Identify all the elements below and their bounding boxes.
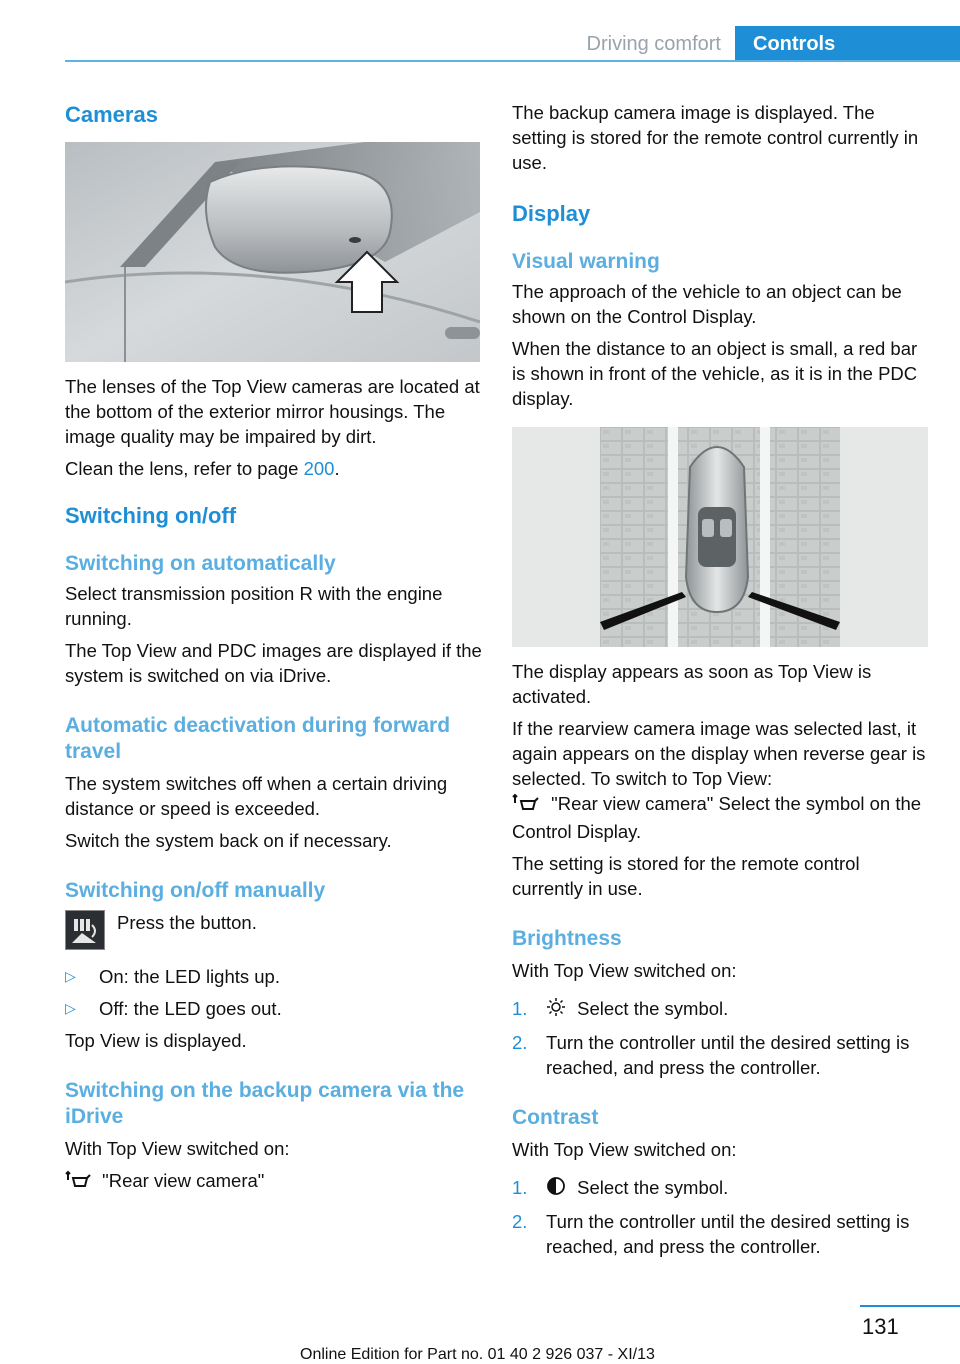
select-symbol-text: "Rear view camera" Select the symbol on the Control Display. bbox=[512, 793, 922, 843]
backup-heading: Switching on the backup camera via the iDrive bbox=[65, 1079, 465, 1128]
contrast-heading: Contrast bbox=[512, 1106, 599, 1130]
contrast-half-circle-icon[interactable] bbox=[546, 1176, 566, 1202]
bullet-off-text: Off: the LED goes out. bbox=[99, 998, 282, 1019]
page-number: 131 bbox=[862, 1314, 899, 1339]
bullet-on-text: On: the LED lights up. bbox=[99, 966, 280, 987]
brightness-heading: Brightness bbox=[512, 927, 622, 951]
contrast-text: With Top View switched on: bbox=[512, 1139, 737, 1161]
right-column bbox=[512, 100, 930, 1259]
manual-heading: Switching on/off manually bbox=[65, 879, 326, 902]
brightness-text: With Top View switched on: bbox=[512, 960, 737, 982]
contrast-step-2: 2. Turn the controller until the desired setting is reached, and press the controller. bbox=[512, 1211, 910, 1258]
header-tab: Controls bbox=[735, 26, 960, 62]
triangle-bullet-icon: ▷ bbox=[65, 968, 76, 984]
bullet-on bbox=[65, 964, 483, 989]
auto-heading: Switching on automatically bbox=[65, 552, 336, 575]
brightness-step-1-text: Select the symbol. bbox=[577, 998, 729, 1020]
clean-suffix: . bbox=[334, 458, 340, 479]
switching-heading: Switching on/off bbox=[65, 503, 237, 528]
footer-rule bbox=[860, 1305, 960, 1307]
header-rule bbox=[65, 60, 960, 62]
clean-prefix: Clean the lens, refer to page bbox=[65, 458, 304, 479]
header-section: Driving comfort bbox=[586, 32, 721, 55]
clean-text bbox=[65, 456, 483, 481]
press-button-row bbox=[65, 910, 483, 954]
topview-displayed-text: Top View is displayed. bbox=[65, 1030, 247, 1051]
contrast-step-1-text: Select the symbol. bbox=[577, 1177, 729, 1199]
deactivation-heading: Automatic deactivation during forward travel bbox=[65, 714, 451, 763]
lens-text: The lenses of the Top View cameras are located at the bottom of the exterior mirror housings. The image quality may be impaired by dirt. bbox=[65, 376, 480, 447]
brightness-sun-icon[interactable] bbox=[546, 997, 566, 1023]
top-view-image bbox=[512, 427, 928, 647]
deactivation-text-2: Switch the system back on if necessary. bbox=[65, 830, 392, 851]
stored-text: The setting is stored for the remote control currently in use. bbox=[512, 853, 860, 900]
brightness-steps bbox=[512, 996, 930, 1080]
backup-displayed-text: The backup camera image is displayed. The setting is stored for the remote control currently in use. bbox=[512, 102, 919, 173]
visual-text-2: When the distance to an object is small, a red bar is shown in front of the vehicle, as it is in the PDC display. bbox=[512, 338, 918, 409]
pdc-button-icon[interactable] bbox=[65, 910, 105, 950]
visual-text: The approach of the vehicle to an object can be shown on the Control Display. bbox=[512, 281, 902, 327]
rear-view-camera-icon[interactable] bbox=[512, 791, 540, 819]
mirror-illustration bbox=[65, 142, 480, 362]
press-button-text: Press the button. bbox=[117, 912, 257, 933]
led-bullets bbox=[65, 964, 483, 1021]
footer-edition: Online Edition for Part no. 01 40 2 926 037 - XI/13 bbox=[300, 1346, 655, 1363]
rear-view-line bbox=[65, 1168, 483, 1196]
rearview-text: If the rearview camera image was selected last, it again appears on the display when reverse gear is selected. To switch to Top View: bbox=[512, 718, 926, 789]
display-heading: Display bbox=[512, 201, 591, 226]
cameras-heading: Cameras bbox=[65, 102, 158, 127]
appears-text: The display appears as soon as Top View is activated. bbox=[512, 661, 872, 707]
left-column bbox=[65, 100, 483, 1196]
triangle-bullet-icon: ▷ bbox=[65, 1000, 76, 1016]
page-200-link[interactable]: 200 bbox=[303, 458, 335, 479]
select-symbol-line bbox=[512, 791, 930, 844]
visual-warning-heading: Visual warning bbox=[512, 250, 660, 273]
contrast-steps bbox=[512, 1175, 930, 1259]
contrast-step-1: 1. Select the symbol. bbox=[512, 1175, 930, 1202]
contrast-step-2-text: Turn the controller until the desired setting is reached, and press the controller. bbox=[546, 1211, 910, 1258]
mirror-camera-image bbox=[65, 142, 480, 362]
auto-text: Select transmission position R with the engine running. bbox=[65, 583, 443, 629]
auto-text-2: The Top View and PDC images are displayed if the system is switched on via iDrive. bbox=[65, 640, 482, 686]
top-view-illustration bbox=[512, 427, 928, 647]
camera-symbol-icon[interactable] bbox=[65, 1168, 91, 1196]
backup-text: With Top View switched on: bbox=[65, 1138, 290, 1159]
bullet-off bbox=[65, 996, 483, 1021]
brightness-step-2: 2. Turn the controller until the desired setting is reached, and press the controller. bbox=[512, 1032, 910, 1079]
brightness-step-1: 1. Select the symbol. bbox=[512, 996, 930, 1023]
deactivation-text: The system switches off when a certain driving distance or speed is exceeded. bbox=[65, 773, 448, 819]
rear-view-label: "Rear view camera" bbox=[102, 1170, 265, 1191]
brightness-step-2-text: Turn the controller until the desired setting is reached, and press the controller. bbox=[546, 1032, 910, 1079]
